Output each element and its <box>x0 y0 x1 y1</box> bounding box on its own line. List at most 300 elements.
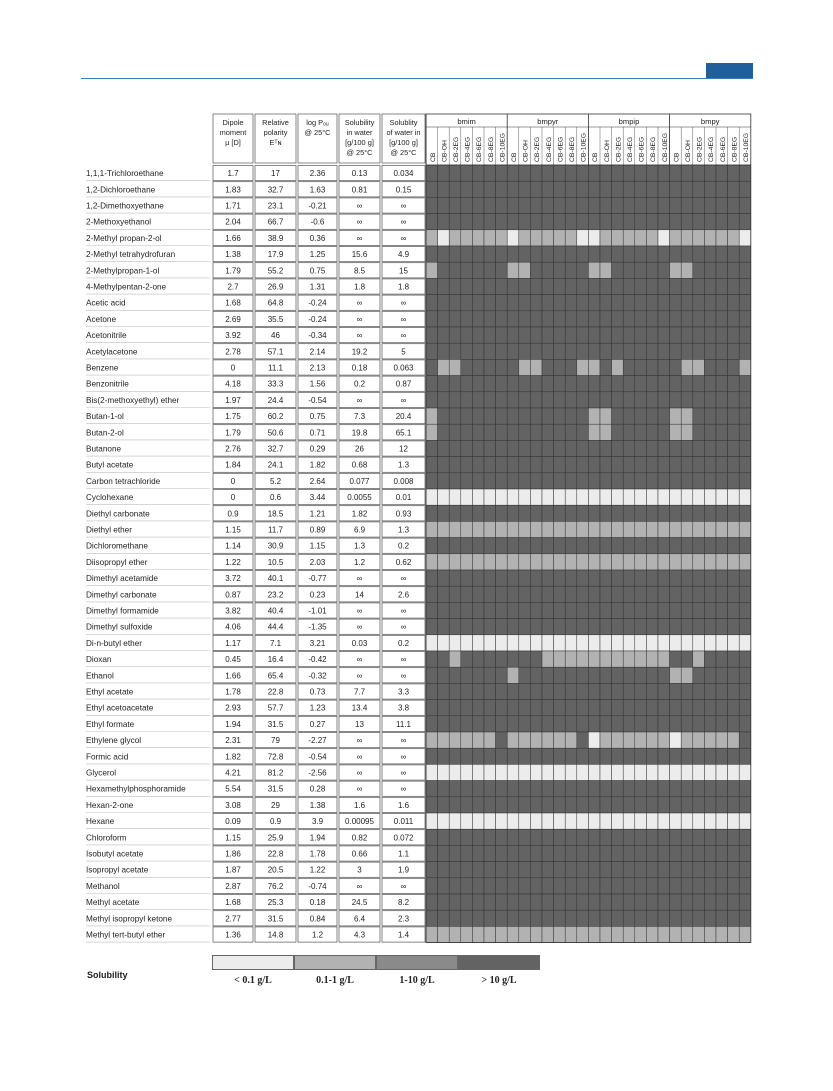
solubility-cell <box>658 894 670 910</box>
solvent-name: Chloroform <box>86 833 127 843</box>
solubility-cell <box>600 700 612 716</box>
solubility-cell <box>554 214 566 230</box>
solubility-cell <box>588 862 600 878</box>
solubility-cell <box>461 829 473 845</box>
solubility-cell <box>565 651 577 667</box>
solubility-cell <box>565 181 577 197</box>
solubility-cell <box>681 165 693 181</box>
solubility-cell <box>588 700 600 716</box>
solubility-cell <box>739 635 751 651</box>
solubility-cell <box>438 392 450 408</box>
solubility-cell <box>519 311 531 327</box>
property-header-line: [g/100 g] <box>389 138 418 147</box>
solubility-cell <box>600 440 612 456</box>
solubility-cell <box>449 262 461 278</box>
solubility-cell <box>728 667 740 683</box>
solubility-cell <box>426 246 438 262</box>
solubility-cell <box>426 392 438 408</box>
logp-value: 0.23 <box>309 590 326 600</box>
solubility-cell <box>542 829 554 845</box>
solubility-cell <box>426 651 438 667</box>
solubility-cell <box>438 602 450 618</box>
solubility-cell <box>670 440 682 456</box>
solubility-cell <box>588 376 600 392</box>
solubility-cell <box>588 926 600 942</box>
sol-of-water-value: 15 <box>399 266 408 276</box>
solubility-cell <box>472 521 484 537</box>
solubility-cell <box>542 424 554 440</box>
solubility-cell <box>716 440 728 456</box>
solubility-cell <box>728 343 740 359</box>
solubility-cell <box>496 894 508 910</box>
solubility-cell <box>600 343 612 359</box>
solubility-cell <box>716 781 728 797</box>
solubility-cell <box>426 894 438 910</box>
logp-value: 3.9 <box>311 817 324 827</box>
solubility-cell <box>728 538 740 554</box>
solubility-cell <box>612 797 624 813</box>
logp-value: -0.34 <box>308 331 327 341</box>
solubility-cell <box>542 165 554 181</box>
solubility-cell <box>542 586 554 602</box>
solubility-cell <box>426 457 438 473</box>
solubility-cell <box>484 716 496 732</box>
solubility-cell <box>554 764 566 780</box>
solvent-name: Butyl acetate <box>86 460 134 470</box>
solubility-cell <box>542 538 554 554</box>
solubility-cell <box>438 246 450 262</box>
solubility-cell <box>542 246 554 262</box>
solubility-cell <box>716 651 728 667</box>
sol-of-water-value: 1.3 <box>397 460 410 470</box>
solubility-cell <box>472 602 484 618</box>
solubility-cell <box>588 764 600 780</box>
solubility-cell <box>646 440 658 456</box>
solubility-cell <box>426 619 438 635</box>
sol-in-water-value: 0.68 <box>351 460 368 470</box>
sol-of-water-value: 0.034 <box>393 169 414 179</box>
solubility-cell <box>600 278 612 294</box>
solubility-cell <box>496 295 508 311</box>
solubility-cell <box>507 489 519 505</box>
solubility-cell <box>704 538 716 554</box>
solubility-cell <box>600 489 612 505</box>
solubility-cell <box>426 343 438 359</box>
solubility-cell <box>484 619 496 635</box>
solubility-cell <box>542 651 554 667</box>
solubility-cell <box>716 311 728 327</box>
logp-value: -0.24 <box>308 314 327 324</box>
solubility-cell <box>496 781 508 797</box>
dipole-value: 2.7 <box>227 282 239 292</box>
solubility-cell <box>635 829 647 845</box>
solubility-cell <box>449 716 461 732</box>
solubility-cell <box>635 894 647 910</box>
solubility-cell <box>461 667 473 683</box>
solubility-cell <box>484 440 496 456</box>
solubility-cell <box>646 651 658 667</box>
solubility-cell <box>623 489 635 505</box>
solubility-cell <box>658 505 670 521</box>
solubility-cell <box>670 424 682 440</box>
solubility-cell <box>588 327 600 343</box>
sol-in-water-value: ∞ <box>356 784 363 794</box>
logp-value: 1.56 <box>309 379 326 389</box>
solubility-cell <box>658 457 670 473</box>
solubility-cell <box>681 926 693 942</box>
sol-in-water-value: ∞ <box>356 768 363 778</box>
solubility-cell <box>565 845 577 861</box>
dipole-value: 0.45 <box>225 655 241 665</box>
solubility-cell <box>612 392 624 408</box>
solubility-cell <box>565 538 577 554</box>
solubility-cell <box>426 700 438 716</box>
solubility-cell <box>530 651 542 667</box>
solubility-cell <box>484 457 496 473</box>
solubility-cell <box>461 457 473 473</box>
sol-in-water-value: 0.03 <box>351 638 368 648</box>
logp-value: 0.18 <box>309 898 326 908</box>
solubility-cell <box>577 457 589 473</box>
sol-of-water-value: 1.8 <box>397 282 410 292</box>
solubility-cell <box>426 327 438 343</box>
solubility-cell <box>693 521 705 537</box>
solubility-cell <box>670 716 682 732</box>
solubility-cell <box>739 246 751 262</box>
solubility-cell <box>739 457 751 473</box>
solubility-cell <box>635 862 647 878</box>
solubility-cell <box>449 343 461 359</box>
solubility-cell <box>635 586 647 602</box>
solubility-cell <box>565 586 577 602</box>
solubility-cell <box>646 197 658 213</box>
solubility-cell <box>588 732 600 748</box>
subcolumn-label: CB-6EG <box>638 136 646 162</box>
solubility-cell <box>496 813 508 829</box>
solvent-name: Benzonitrile <box>86 379 129 389</box>
property-header-line: µ [D] <box>225 138 241 147</box>
solubility-cell <box>693 829 705 845</box>
solubility-cell <box>449 327 461 343</box>
solubility-cell <box>704 829 716 845</box>
subcolumn-label: CB-8EG <box>569 136 576 162</box>
solubility-cell <box>704 651 716 667</box>
solubility-cell <box>484 586 496 602</box>
solubility-cell <box>542 457 554 473</box>
sol-of-water-value: 20.4 <box>395 412 412 422</box>
sol-in-water-value: 19.8 <box>351 428 368 438</box>
solubility-cell <box>658 910 670 926</box>
polarity-value: 31.5 <box>267 719 284 729</box>
solubility-cell <box>716 359 728 375</box>
solubility-cell <box>519 473 531 489</box>
solubility-cell <box>623 554 635 570</box>
solubility-cell <box>472 910 484 926</box>
solubility-cell <box>426 197 438 213</box>
legend-swatch <box>458 955 540 970</box>
solubility-cell <box>670 408 682 424</box>
solubility-cell <box>565 521 577 537</box>
solubility-cell <box>588 214 600 230</box>
solubility-cell <box>681 764 693 780</box>
solubility-cell <box>716 230 728 246</box>
solubility-cell <box>507 764 519 780</box>
solubility-cell <box>704 214 716 230</box>
solubility-cell <box>472 311 484 327</box>
sol-of-water-value: 0.93 <box>395 509 412 519</box>
sol-of-water-value: ∞ <box>400 881 407 891</box>
logp-value: -0.77 <box>308 574 327 584</box>
solvent-name: Methyl isopropyl ketone <box>86 914 173 924</box>
solubility-cell <box>554 311 566 327</box>
logp-value: 1.23 <box>309 703 326 713</box>
solubility-cell <box>670 343 682 359</box>
sol-of-water-value: 0.87 <box>395 379 412 389</box>
solubility-cell <box>530 764 542 780</box>
solubility-cell <box>646 359 658 375</box>
solubility-cell <box>693 667 705 683</box>
solubility-cell <box>519 214 531 230</box>
logp-value: -0.54 <box>308 752 327 762</box>
solubility-cell <box>507 732 519 748</box>
solubility-cell <box>507 246 519 262</box>
solubility-cell <box>612 278 624 294</box>
solubility-cell <box>658 683 670 699</box>
polarity-value: 5.2 <box>269 476 282 486</box>
sol-in-water-value: 0.077 <box>349 476 370 486</box>
solubility-cell <box>612 165 624 181</box>
solubility-cell <box>542 489 554 505</box>
solubility-cell <box>484 781 496 797</box>
solubility-cell <box>472 764 484 780</box>
solubility-cell <box>426 295 438 311</box>
property-header-line: log Pₒᵤ <box>306 118 329 127</box>
sol-of-water-value: ∞ <box>400 671 407 681</box>
solubility-cell <box>507 716 519 732</box>
solubility-cell <box>496 651 508 667</box>
solubility-cell <box>449 829 461 845</box>
dipole-value: 1.86 <box>225 849 241 859</box>
solubility-cell <box>670 359 682 375</box>
solubility-cell <box>600 683 612 699</box>
sol-of-water-value: 3.3 <box>397 687 410 697</box>
solubility-cell <box>739 878 751 894</box>
solubility-cell <box>484 230 496 246</box>
solubility-cell <box>472 619 484 635</box>
solubility-cell <box>739 278 751 294</box>
solubility-cell <box>623 732 635 748</box>
solubility-cell <box>426 586 438 602</box>
solubility-cell <box>588 521 600 537</box>
solubility-cell <box>426 278 438 294</box>
solubility-cell <box>426 181 438 197</box>
solubility-cell <box>588 683 600 699</box>
solubility-cell <box>681 554 693 570</box>
subcolumn-label: CB-2EG <box>615 136 623 162</box>
sol-in-water-value: 1.8 <box>353 282 366 292</box>
solubility-cell <box>704 862 716 878</box>
solubility-cell <box>693 473 705 489</box>
solubility-cell <box>554 910 566 926</box>
solubility-cell <box>704 489 716 505</box>
solvent-name: 2-Methyl propan-2-ol <box>86 233 162 243</box>
solubility-cell <box>565 878 577 894</box>
solvent-name: Acetone <box>86 314 117 324</box>
solubility-cell <box>612 343 624 359</box>
polarity-value: 23.1 <box>267 201 284 211</box>
solubility-cell <box>565 781 577 797</box>
solubility-cell <box>728 197 740 213</box>
solubility-cell <box>612 602 624 618</box>
solubility-cell <box>484 732 496 748</box>
dipole-value: 1.71 <box>225 201 241 211</box>
solubility-cell <box>565 311 577 327</box>
subcolumn-label: CB-10EG <box>661 132 669 162</box>
solubility-cell <box>449 878 461 894</box>
solubility-cell <box>577 619 589 635</box>
subcolumn-label: CB <box>511 152 518 162</box>
solubility-cell <box>739 440 751 456</box>
solubility-cell <box>461 359 473 375</box>
solubility-cell <box>577 894 589 910</box>
solubility-cell <box>739 343 751 359</box>
logp-value: -0.32 <box>308 671 327 681</box>
solubility-cell <box>635 246 647 262</box>
solubility-cell <box>565 197 577 213</box>
solubility-cell <box>612 424 624 440</box>
group-label-bmpy: bmpy <box>700 117 720 126</box>
solubility-cell <box>612 521 624 537</box>
solubility-cell <box>472 700 484 716</box>
solubility-cell <box>484 165 496 181</box>
solubility-cell <box>484 295 496 311</box>
solubility-cell <box>728 327 740 343</box>
solubility-cell <box>681 246 693 262</box>
dipole-value: 3.92 <box>225 331 241 341</box>
dipole-value: 1.36 <box>225 930 241 940</box>
solubility-cell <box>519 489 531 505</box>
solubility-cell <box>658 586 670 602</box>
solubility-cell <box>693 619 705 635</box>
solubility-cell <box>623 813 635 829</box>
subcolumn-label: CB-8EG <box>650 136 658 162</box>
dipole-value: 1.82 <box>225 752 241 762</box>
solubility-cell <box>519 521 531 537</box>
solubility-cell <box>484 538 496 554</box>
solubility-cell <box>438 570 450 586</box>
solubility-cell <box>461 651 473 667</box>
solubility-cell <box>670 197 682 213</box>
solubility-cell <box>670 797 682 813</box>
solubility-cell <box>716 845 728 861</box>
solubility-cell <box>461 505 473 521</box>
solubility-cell <box>484 845 496 861</box>
solubility-cell <box>426 165 438 181</box>
subcolumn-label: CB-10EG <box>743 132 750 162</box>
solubility-cell <box>623 424 635 440</box>
subcolumn-label: CB-6EG <box>476 136 484 162</box>
solubility-cell <box>635 197 647 213</box>
solvent-name: Acetic acid <box>86 298 126 308</box>
solubility-cell <box>635 392 647 408</box>
solubility-cell <box>739 619 751 635</box>
dipole-value: 3.72 <box>225 574 241 584</box>
solubility-cell <box>600 716 612 732</box>
solubility-cell <box>519 878 531 894</box>
solubility-cell <box>612 473 624 489</box>
legend-label: 0.1-1 g/L <box>316 975 354 986</box>
solubility-cell <box>530 700 542 716</box>
solubility-cell <box>693 197 705 213</box>
solubility-cell <box>716 878 728 894</box>
solubility-cell <box>519 554 531 570</box>
solubility-cell <box>658 651 670 667</box>
solubility-cell <box>612 327 624 343</box>
solubility-cell <box>484 667 496 683</box>
subcolumn-label: CB-4EG <box>708 136 716 162</box>
solubility-cell <box>496 424 508 440</box>
solubility-cell <box>472 408 484 424</box>
solubility-cell <box>484 829 496 845</box>
polarity-value: 50.6 <box>267 428 284 438</box>
solubility-cell <box>728 554 740 570</box>
solubility-cell <box>739 505 751 521</box>
solubility-cell <box>588 651 600 667</box>
solubility-cell <box>496 910 508 926</box>
solubility-cell <box>635 813 647 829</box>
solubility-cell <box>670 813 682 829</box>
solubility-cell <box>623 829 635 845</box>
solubility-cell <box>507 926 519 942</box>
sol-of-water-value: ∞ <box>400 395 407 405</box>
solubility-cell <box>646 910 658 926</box>
solubility-cell <box>530 894 542 910</box>
solubility-cell <box>472 862 484 878</box>
solubility-cell <box>658 181 670 197</box>
solubility-cell <box>728 845 740 861</box>
solubility-cell <box>623 683 635 699</box>
solubility-cell <box>438 748 450 764</box>
logp-value: 1.21 <box>309 509 326 519</box>
solubility-cell <box>554 295 566 311</box>
solubility-cell <box>600 538 612 554</box>
solubility-cell <box>739 862 751 878</box>
solubility-cell <box>681 392 693 408</box>
sol-in-water-value: ∞ <box>356 671 363 681</box>
solubility-cell <box>670 214 682 230</box>
solubility-cell <box>496 764 508 780</box>
solubility-cell <box>530 683 542 699</box>
solubility-cell <box>542 440 554 456</box>
sol-in-water-value: 0.13 <box>351 169 368 179</box>
solubility-cell <box>438 845 450 861</box>
solubility-cell <box>693 440 705 456</box>
sol-of-water-value: 12 <box>399 444 408 454</box>
solubility-cell <box>507 505 519 521</box>
solubility-cell <box>530 278 542 294</box>
solubility-cell <box>449 424 461 440</box>
solubility-cell <box>658 473 670 489</box>
solubility-cell <box>646 845 658 861</box>
solubility-cell <box>496 683 508 699</box>
solubility-cell <box>693 781 705 797</box>
solubility-cell <box>530 359 542 375</box>
solubility-cell <box>658 797 670 813</box>
solubility-cell <box>496 716 508 732</box>
solubility-cell <box>577 246 589 262</box>
polarity-value: 44.4 <box>267 622 284 632</box>
solubility-cell <box>681 797 693 813</box>
